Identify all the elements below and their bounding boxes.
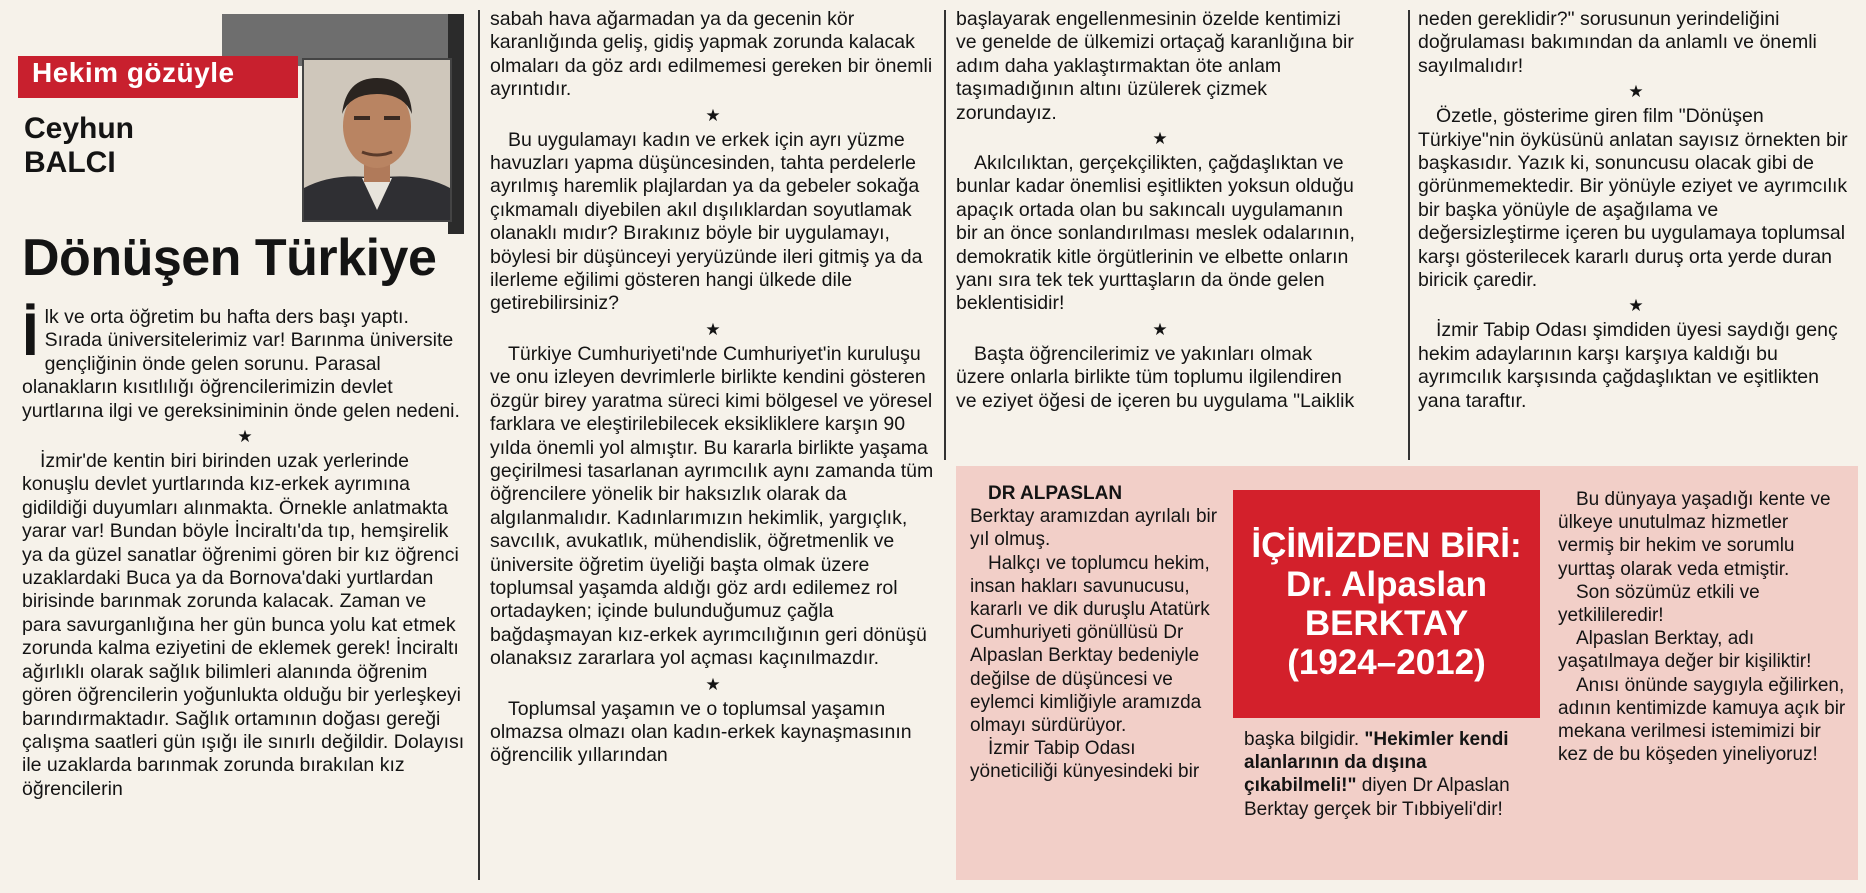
article-paragraph: İzmir Tabip Odası şimdiden üyesi saydığı genç hekim adaylarının karşı karşıya kaldığı bu ayrımcılık karşısında çağdaşlıktan ve eşitlikten yana taraftır. xyxy=(1418,319,1838,412)
article-paragraph: Başta öğrencilerimiz ve yakınları olmak üzere onlarla birlikte tüm toplumu ilgilendiren ve eziyet öğesi de içeren bu uygulama "Laiklik xyxy=(956,342,1355,412)
article-headline: Dönüşen Türkiye xyxy=(22,229,437,287)
article-paragraph: İlk ve orta öğretim bu hafta ders başı yaptı. Sırada üniversitelerimiz var! Barınma üniversite gençliğinin önde gelen sorunu. Parasal olanakların kısıtlılığı öğrencilerimizin devlet yurtlarına ilgi ve gereksiniminin önde gelen nedeni. xyxy=(22,301,460,422)
article-column-2 xyxy=(490,8,936,768)
article-column-1 xyxy=(22,301,468,801)
column-rule xyxy=(478,10,480,880)
article-paragraph: Akılcılıktan, gerçekçilikten, çağdaşlıktan ve bunlar kadar önemlisi eşitlikten yoksun olduğu apaçık ortada olan bu sakıncalı uygulamanın bir an önce sonlandırılması meslek odalarının, demokratik kitle örgütlerinin ve elbette onların yanı sıra tek tek yurttaşların da önde gelen beklentisidir! xyxy=(956,152,1355,315)
star-divider: ★ xyxy=(1152,129,1168,149)
tribute-paragraph: başka bilgidir. "Hekimler kendi alanlarının da dışına çıkabilmeli!" diyen Dr Alpaslan Berktay gerçek bir Tıbbiyeli'dir! xyxy=(1244,729,1510,820)
tribute-quote: "Hekimler kendi alanlarının da dışına çıkabilmeli!" xyxy=(1244,729,1509,797)
tribute-paragraph: Anısı önünde saygıyla eğilirken, adının kentimizde kamuya açık bir mekana verilmesi istemimizi bir kez de bu köşeden yineliyoruz! xyxy=(1558,674,1846,766)
article-paragraph: neden gereklidir?" sorusunun yerindeliğini doğrulaması bakımından da anlamlı ve önemli sayılmalıdır! xyxy=(1418,8,1817,77)
tribute-heading: DR ALPASLAN xyxy=(988,483,1123,504)
author-first: Ceyhun xyxy=(24,112,135,145)
author-photo xyxy=(302,58,452,222)
tribute-right-column xyxy=(1558,488,1848,766)
article-paragraph: sabah hava ağarmadan ya da gecenin kör karanlığında geliş, gidiş yapmak zorunda kalacak olmaları da göz ardı edilmemesi gereken bir önemli ayrıntıdır. xyxy=(490,8,933,101)
star-divider: ★ xyxy=(705,674,721,694)
tribute-left-column xyxy=(970,482,1228,784)
article-paragraph: İzmir'de kentin biri birinden uzak yerlerinde konuşlu devlet yurtlarında kız-erkek ayrımına gidildiği duyumları alınmakta. Örnekle anlatmakta yarar var! Bundan böyle İnciraltı'da tıp, hemşirelik ya da güzel sanatlar öğrenimi gören bir kız öğrenci uzaklardaki Buca ya da Bornova'daki yurtlardan birisinde barınmak zorunda kalacak. Zaman ve para savurganlığına her gün bunca yolu kat etmek zorunda kalma eziyetini de eklemek gerek! İnciraltı ağırlıklı olarak sağlık bilimleri alanında öğrenim gören öğrencilerin yoğunlukta olduğu bir yerleşkeyi barındırmaktadır. Sağlık ortamının doğası gereği çalışma saatleri gün ışığı ile sınırlı değildir. Dolayısı ile uzaklarda barınmak zorunda bırakılan kız öğrencilerin xyxy=(22,450,465,800)
article-paragraph: Toplumsal yaşamın ve o toplumsal yaşamın olmazsa olmazı olan kadın-erkek kaynaşmasının öğrencilik yıllarından xyxy=(490,697,912,767)
article-column-4 xyxy=(1418,8,1854,413)
article-paragraph: Türkiye Cumhuriyeti'nde Cumhuriyet'in kuruluşu ve onu izleyen devrimlerle birlikte kendini gösteren özgür birey yaratma süreci kimi bölgesel ve yöresel farklara ve eleştirilebilecek eksikliklere karşın 90 yılda önemli yol almıştır. Bu kararla birlikte yaşama geçirilmesi tasarlanan ayrımcılık aynı zamanda tüm öğrencilere yönelik bir haksızlık olarak da algılanmalıdır. Kadınlarımızın hekimlik, yargıçlık, savcılık, avukatlık, mühendislik, öğretmenlik ve üniversite öğretim üyeliği başta olmak üzere toplumsal yaşamda aldığı göz ardı edilemez rol ortadayken; içinde bulunduğumuz çağla bağdaşmayan kız-erkek ayrımcılığının geri dönüşü olanaksız zararlara yol açması kaçınılmazdır. xyxy=(490,342,934,670)
tribute-title-panel xyxy=(1233,490,1540,718)
star-divider: ★ xyxy=(1628,82,1644,102)
tribute-title-line: (1924–2012) xyxy=(1287,643,1486,682)
star-divider: ★ xyxy=(1152,319,1168,339)
tribute-paragraph: Berktay aramızdan ayrılalı bir yıl olmuş. xyxy=(970,506,1218,551)
article-paragraph: Bu uygulamayı kadın ve erkek için ayrı yüzme havuzları yapma düşüncesinden, tahta perdelerle ayrılmış haremlik plajlardan ya da gebeler sokağa çıkmamalı diyebilen akıl dışılıklardan soyutlamak olanaklı mıdır? Bırakınız böyle bir uygulamayı, böylesi bir düşünceyi yeryüzünde ileri gitmiş ya da ilerleme eğilimi gösteren hangi ülkede dile getirebilirsiniz? xyxy=(490,128,923,315)
tribute-title-line: İÇİMİZDEN BİRİ: xyxy=(1251,526,1522,565)
tribute-paragraph: Bu dünyaya yaşadığı kente ve ülkeye unutulmaz hizmetler vermiş bir hekim ve sorumlu yurttaş olarak veda etmiştir. xyxy=(1558,489,1831,580)
star-divider: ★ xyxy=(237,427,253,447)
section-label: Hekim gözüyle xyxy=(32,57,235,88)
tribute-paragraph: Alpaslan Berktay, adı yaşatılmaya değer bir kişiliktir! xyxy=(1558,628,1812,673)
column-rule xyxy=(1408,10,1410,460)
tribute-middle-column xyxy=(1244,728,1538,821)
author-name xyxy=(24,112,134,180)
article-paragraph: Özetle, gösterime giren film "Dönüşen Türkiye"nin öyküsünü anlatan sayısız örnekten bir başkasıdır. Yazık ki, sonuncusu olacak gibi de görünmemektedir. Bir yönüyle eziyet ve ayrımcılık bir başka yönüyle de aşağılama ve değersizleştirme içeren bu uygulamaya toplumsal karşı gösterilecek kararlı duruş orta yerde duran biricik çaredir. xyxy=(1418,105,1848,292)
tribute-title-line: BERKTAY xyxy=(1304,604,1469,643)
star-divider: ★ xyxy=(705,319,721,339)
tribute-paragraph: Son sözümüz etkili ve yetkilileredir! xyxy=(1558,581,1760,627)
column-rule xyxy=(944,10,946,460)
author-last: BALCI xyxy=(24,146,116,179)
star-divider: ★ xyxy=(705,105,721,125)
article-paragraph: başlayarak engellenmesinin özelde kentimizi ve genelde de ülkemizi ortaçağ karanlığına bir adım daha yaklaştırmaktan öte anlam taşımadığının altını üzülerek çizmek zorundayız. xyxy=(956,8,1354,124)
tribute-title-line: Dr. Alpaslan xyxy=(1286,565,1487,604)
article-column-3 xyxy=(956,8,1364,413)
tribute-paragraph: İzmir Tabip Odası yöneticiliği künyesindeki bir xyxy=(970,738,1200,783)
drop-cap: İ xyxy=(22,301,39,368)
star-divider: ★ xyxy=(1628,296,1644,316)
author-portrait-icon xyxy=(304,60,450,220)
tribute-paragraph: Halkçı ve toplumcu hekim, insan hakları savunucusu, kararlı ve dik duruşlu Atatürk Cumhuriyeti gönüllüsü Dr Alpaslan Berktay bedeniyle değilse de düşüncesi ve eylemci kimliğiyle aramızda olmayı sürdürüyor. xyxy=(970,552,1210,737)
